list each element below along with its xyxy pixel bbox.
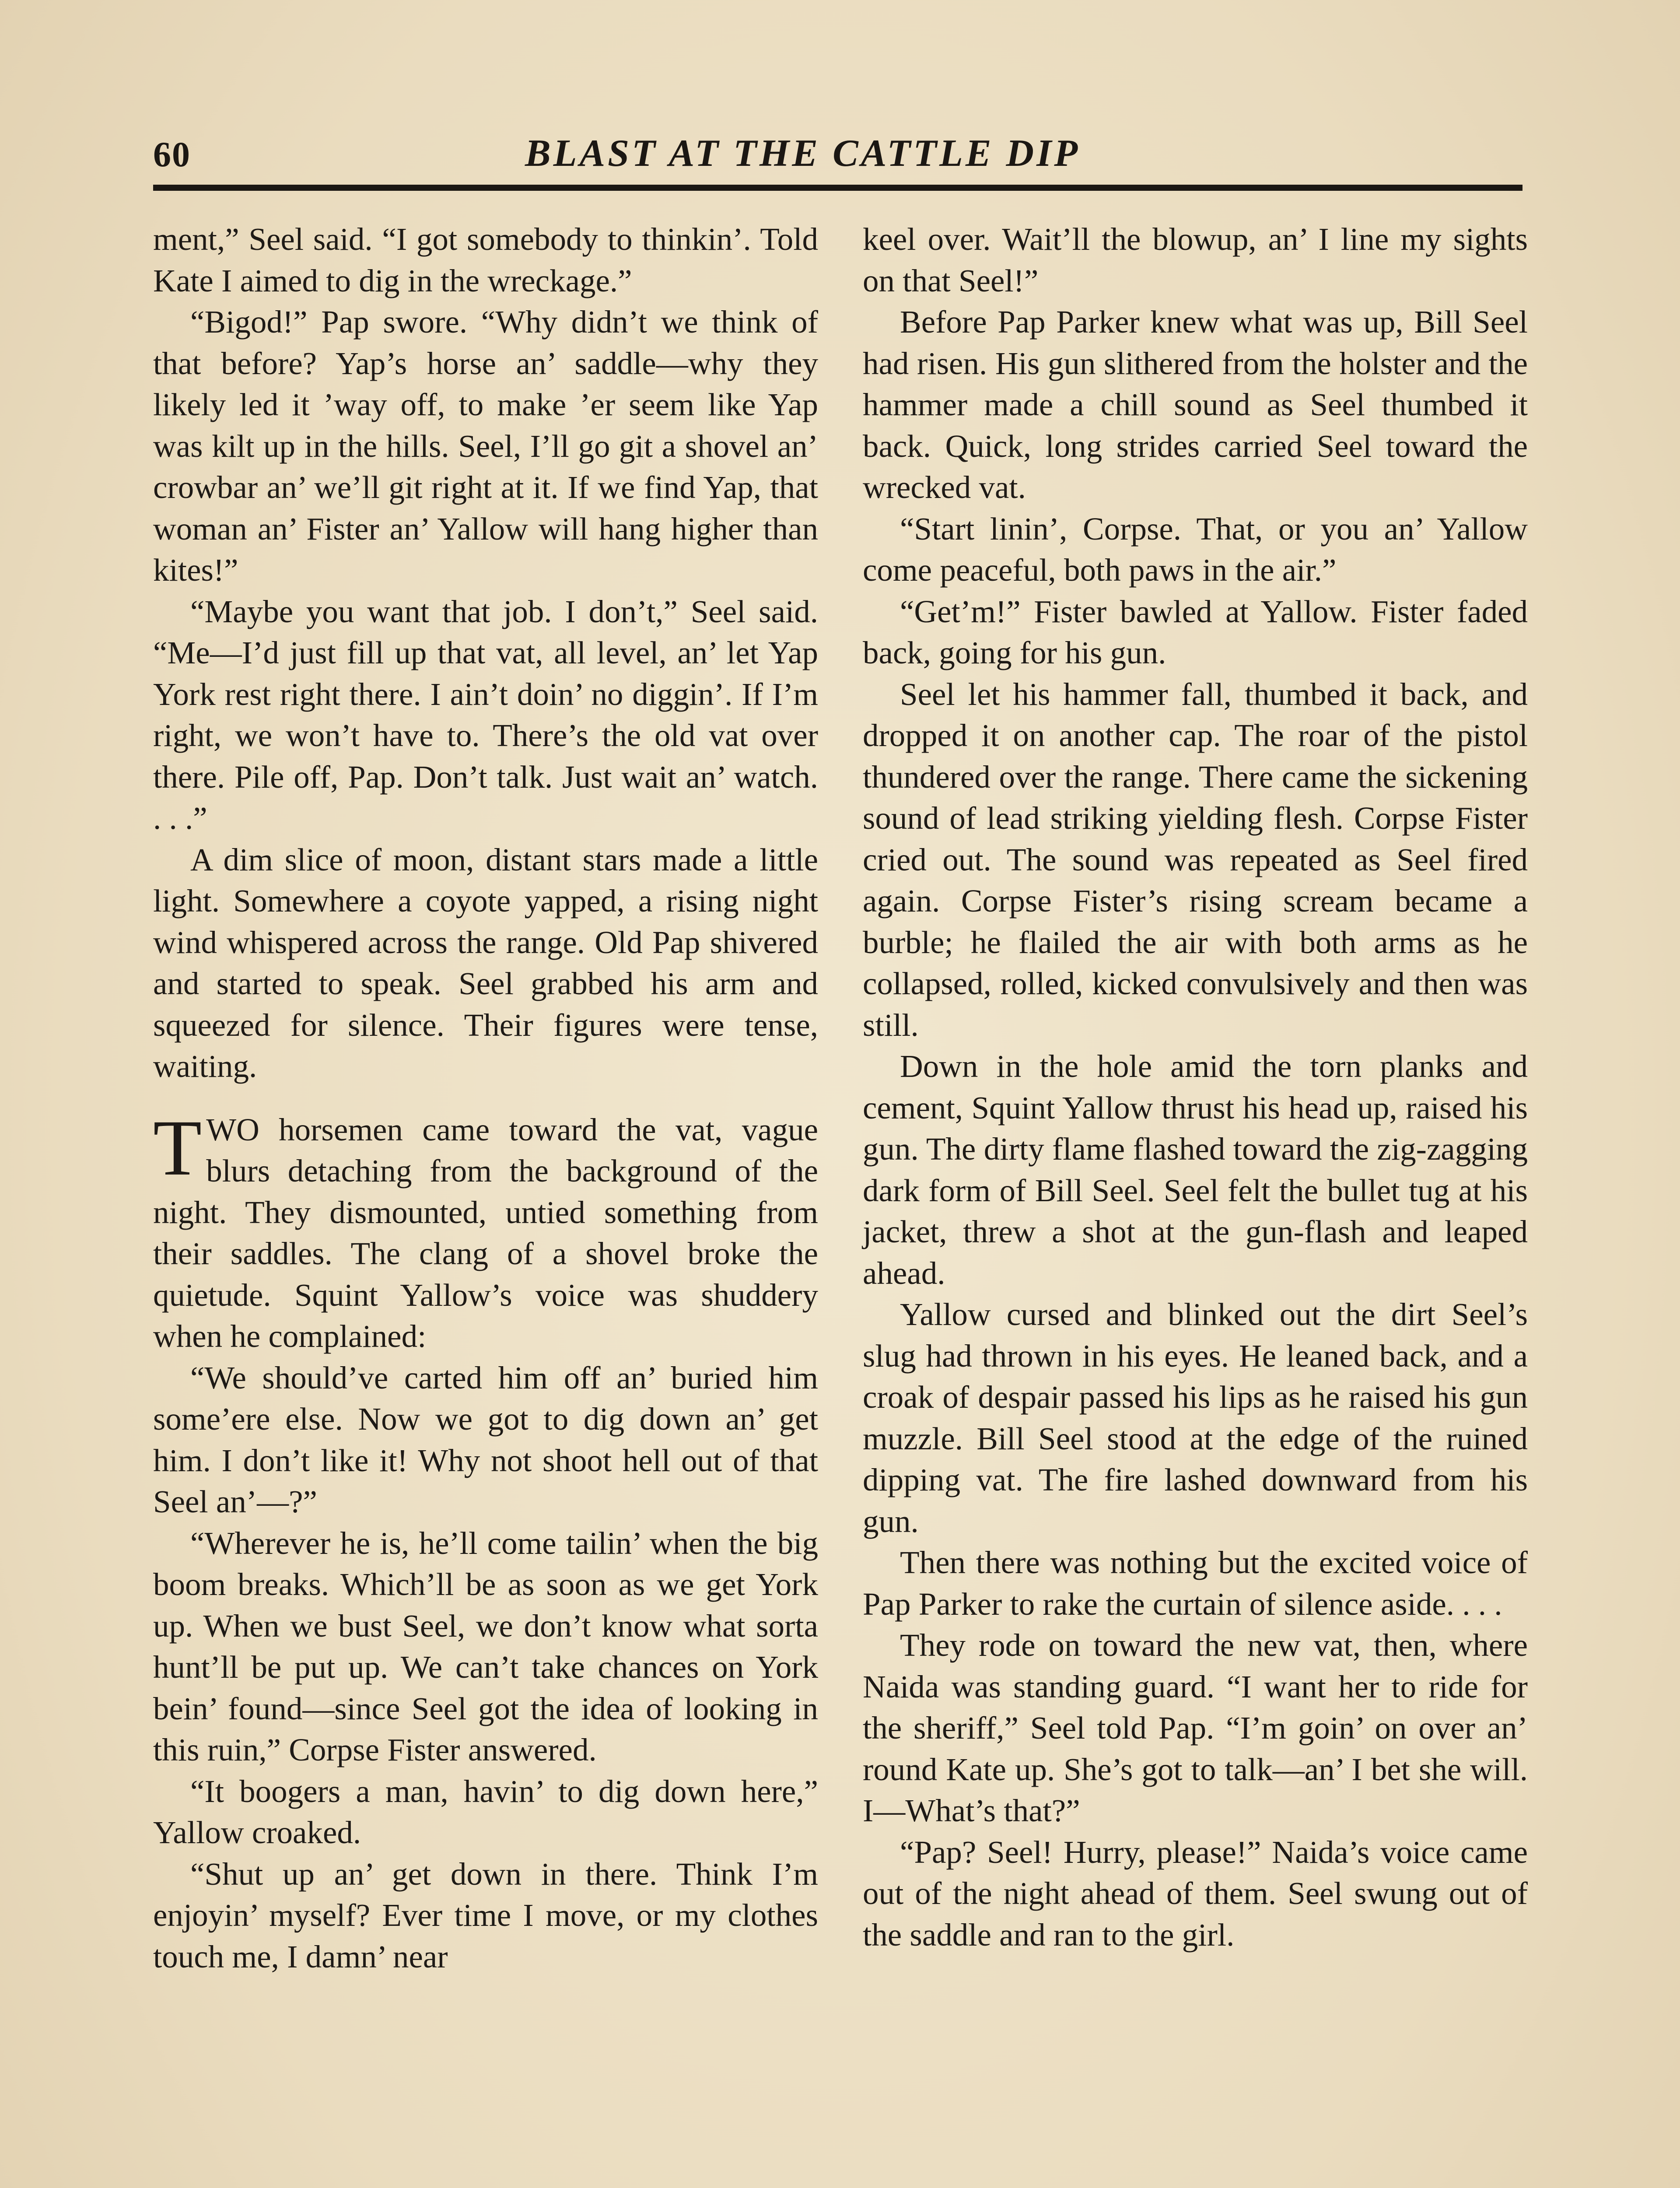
paragraph: keel over. Wait’ll the blowup, an’ I line my sights on that Seel!” (863, 221, 1528, 298)
paragraph: “Wherever he is, he’ll come tailin’ when the big boom breaks. Which’ll be as soon as we get York up. When we bust Seel, we don’t know what sorta hunt’ll be put up. We can’t take chances on York bein’ found—since Seel got the idea of looking in this ruin,” Corpse Fister answered. (153, 1525, 818, 1767)
paragraph: “Bigod!” Pap swore. “Why didn’t we think of that before? Yap’s horse an’ saddle—why they likely led it ’way off, to make ’er seem like Yap was kilt up in the hills. Seel, I’ll go git a shovel an’ crowbar an’ we’ll git right at it. If we find Yap, that woman an’ Fister an’ Yallow will hang higher than kites!” (153, 304, 818, 588)
paragraph: Down in the hole amid the torn planks and cement, Squint Yallow thrust his head up, raised his gun. The dirty flame flashed toward the zig-zagging dark form of Bill Seel. Seel felt the bullet tug at his jacket, threw a shot at the gun-flash and leaped ahead. (863, 1048, 1528, 1291)
running-title: BLAST AT THE CATTLE DIP (525, 132, 1081, 175)
paragraph: Seel let his hammer fall, thumbed it back, and dropped it on another cap. The roar of the pistol thundered over the range. There came the sickening sound of lead striking yielding flesh. Corpse Fister cried out. The sound was repeated as Seel fired again. Corpse Fister’s rising scream became a burble; he flailed the air with both arms as he collapsed, rolled, kicked convulsively and then was still. (863, 676, 1528, 1043)
header-rule (153, 185, 1522, 191)
paragraph: They rode on toward the new vat, then, where Naida was standing guard. “I want her to ride for the sheriff,” Seel told Pap. “I’m goin’ on over an’ round Kate up. She’s got to talk—an’ I bet she will. I—What’s that?” (863, 1627, 1528, 1828)
paragraph: A dim slice of moon, distant stars made a little light. Somewhere a coyote yapped, a rising night wind whispered across the range. Old Pap shivered and started to speak. Seel grabbed his arm and squeezed for silence. Their figures were tense, waiting. (153, 842, 818, 1084)
drop-cap: T (153, 1104, 202, 1192)
section-opening-text: WO horsemen came toward the vat, vague blurs detaching from the background of the night. They dismounted, untied something from their saddles. The clang of a shovel broke the quietude. Squint Yallow’s voice was shuddery when he complained: (153, 1112, 818, 1354)
paragraph: Before Pap Parker knew what was up, Bill Seel had risen. His gun slithered from the holster and the hammer made a chill sound as Seel thumbed it back. Quick, long strides carried Seel toward the wrecked vat. (863, 304, 1528, 505)
page-number: 60 (153, 134, 191, 174)
paragraph: “Start linin’, Corpse. That, or you an’ Yallow come peaceful, both paws in the air.” (863, 511, 1528, 588)
left-column (153, 219, 818, 1978)
paragraph: ment,” Seel said. “I got somebody to thinkin’. Told Kate I aimed to dig in the wreckage.” (153, 221, 818, 298)
paragraph: “Maybe you want that job. I don’t,” Seel said. “Me—I’d just fill up that vat, all level, an’ let Yap York rest right there. I ain’t doin’ no diggin’. If I’m right, we won’t have to. There’s the old vat over there. Pile off, Pap. Don’t talk. Just wait an’ watch. . . .” (153, 593, 818, 836)
paragraph: Yallow cursed and blinked out the dirt Seel’s slug had thrown in his eyes. He leaned back, and a croak of despair passed his lips as he raised his gun muzzle. Bill Seel stood at the edge of the ruined dipping vat. The fire lashed downward from his gun. (863, 1297, 1528, 1539)
paragraph: “Shut up an’ get down in there. Think I’m enjoyin’ myself? Ever time I move, or my clothes touch me, I damn’ near (153, 1856, 818, 1974)
right-column (863, 219, 1528, 1956)
paragraph: “It boogers a man, havin’ to dig down here,” Yallow croaked. (153, 1773, 818, 1850)
paragraph: “Pap? Seel! Hurry, please!” Naida’s voice came out of the night ahead of them. Seel swung out of the saddle and ran to the girl. (863, 1834, 1528, 1953)
paragraph: “Get’m!” Fister bawled at Yallow. Fister faded back, going for his gun. (863, 593, 1528, 670)
paragraph: Then there was nothing but the excited voice of Pap Parker to rake the curtain of silence aside. . . . (863, 1545, 1528, 1622)
running-head (153, 130, 1522, 182)
section-opening-paragraph (153, 1104, 818, 1357)
paragraph: “We should’ve carted him off an’ buried him some’ere else. Now we got to dig down an’ get him. I don’t like it! Why not shoot hell out of that Seel an’—?” (153, 1360, 818, 1519)
